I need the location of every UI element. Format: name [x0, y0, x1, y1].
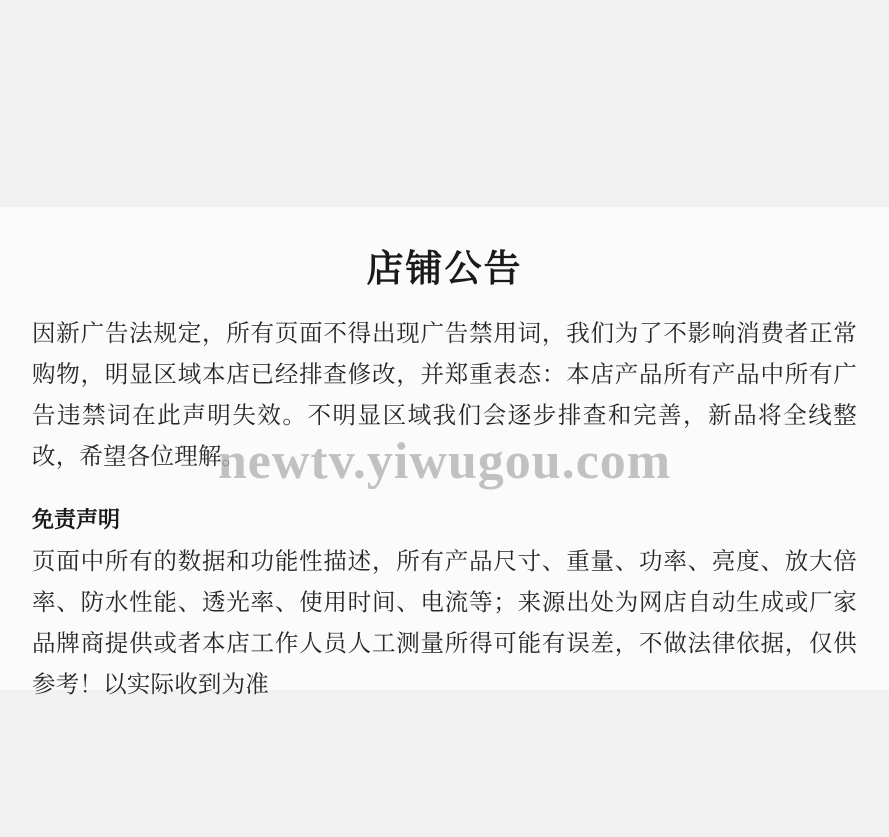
section-divider	[32, 477, 857, 503]
site-watermark: newtv.yiwugou.com	[217, 433, 672, 490]
notice-paragraph-disclaimer: 页面中所有的数据和功能性描述，所有产品尺寸、重量、功率、亮度、放大倍率、防水性能、透光率、使用时间、电流等；来源出处为网店自动生成或厂家品牌商提供或者本店工作人员人工测量所得可能有误差，不做法律依据，仅供参考！以实际收到为准	[32, 548, 857, 698]
disclaimer-heading: 免责声明	[32, 507, 121, 533]
store-notice-card	[0, 207, 889, 698]
top-background-band	[0, 0, 889, 207]
page-title: 店铺公告	[366, 248, 523, 289]
notice-paragraph-advertising-law: 因新广告法规定，所有页面不得出现广告禁用词，我们为了不影响消费者正常购物，明显区域本店已经排查修改，并郑重表态：本店产品所有产品中所有广告违禁词在此声明失效。不明显区域我们会逐步排查和完善，新品将全线整改，希望各位理解。	[32, 320, 857, 470]
bottom-background-band	[0, 690, 889, 837]
